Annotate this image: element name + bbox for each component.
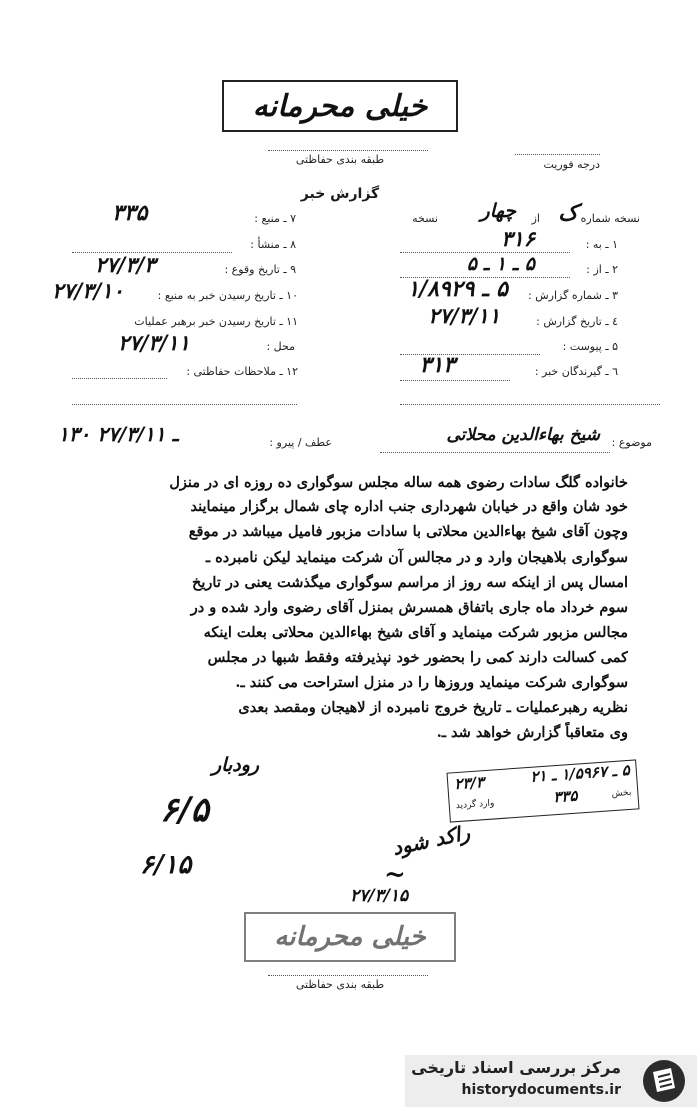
- reference-label: عطف / پیرو :: [269, 436, 332, 449]
- source-label: ۷ ـ منبع :: [254, 212, 296, 225]
- source-receipt-value: ۲۷/۳/۱۰: [52, 278, 124, 303]
- bottom-classification-stamp: [244, 912, 456, 962]
- body-line: مجالس مزبور شرکت مینماید و آقای شیخ بهاءالدین محلاتی بعلت اینکه: [203, 624, 628, 641]
- archive-note: راکد شود: [390, 820, 472, 860]
- report-date-value: ۲۷/۳/۱۱: [428, 303, 500, 328]
- source-value: ۳۳۵: [112, 200, 148, 226]
- to-label: ۱ ـ به :: [585, 238, 618, 251]
- report-number-label: ۳ ـ شماره گزارش :: [528, 289, 618, 302]
- watermark-url: historydocuments.ir: [461, 1082, 621, 1098]
- body-line: خود شان واقع در خیابان شهرداری جنب اداره چای شمال برگزار مینمایند: [190, 498, 628, 515]
- margin-note-2: ۶/۱۵: [140, 850, 192, 880]
- attachment-label: ۵ ـ پیوست :: [562, 340, 618, 353]
- watermark-logo-icon: [641, 1058, 687, 1104]
- security-notes-label: ۱۲ ـ ملاحظات حفاظتی :: [186, 365, 298, 378]
- archive-date: ۲۷/۳/۱۵: [350, 886, 409, 906]
- occurrence-date-label: ۹ ـ تاریخ وقوع :: [224, 263, 296, 276]
- from-label: ۲ ـ از :: [586, 263, 618, 276]
- urgency-label: درجه فوریت: [543, 158, 600, 171]
- body-line: کمی کسالت دارند کمی را بحضور خود نپذیرفته وفقط شبها در مجلس: [207, 649, 628, 666]
- subject-value: شیخ بهاءالدین محلاتی: [446, 425, 600, 445]
- copy-suffix: نسخه: [412, 212, 438, 225]
- bottom-classification-stamp-text: خیلی محرمانه: [274, 922, 426, 952]
- receivers-value: ۳۱۳: [419, 352, 455, 378]
- received-stamp-label: وارد گردید: [455, 798, 495, 812]
- copy-number-label: نسخه شماره: [580, 212, 640, 225]
- subject-label: موضوع :: [611, 436, 652, 449]
- watermark: [405, 1055, 697, 1107]
- report-date-label: ٤ ـ تاریخ گزارش :: [536, 315, 618, 328]
- body-line: امسال پس از اینکه سه روز از مراسم سوگواری میگذشت یعنی در تاریخ: [192, 574, 628, 591]
- top-classification-stamp: [222, 80, 458, 132]
- top-classification-label: طبقه بندی حفاظتی: [295, 153, 385, 166]
- from-value: ۵ ـ ۱ ـ ۵: [466, 253, 535, 275]
- received-stamp: [446, 759, 639, 822]
- place-name-note: رودبار: [212, 754, 260, 776]
- subject-rule: [380, 452, 610, 453]
- body-line: سوم خرداد ماه جاری باتفاق همسرش بمنزل آقای رضوی وارد شده و در: [190, 599, 628, 616]
- archive-signature: ~: [384, 860, 406, 890]
- copy-of-label: از: [531, 212, 540, 225]
- reference-value: ۱۳۰ ـ ۲۷/۳/۱۱: [58, 422, 179, 446]
- origin-label: ۸ ـ منشأ :: [250, 238, 296, 251]
- bottom-classification-rule: [268, 975, 428, 976]
- receivers-rule: [400, 380, 510, 381]
- security-notes-rule: [72, 378, 167, 379]
- place-label: محل :: [266, 340, 295, 353]
- received-stamp-number: ۵ ـ ۱/۵۹۶۷ ـ ۲۱: [529, 760, 631, 786]
- to-value: ۳۱۶: [501, 226, 535, 251]
- ops-receipt-label: ۱۱ ـ تاریخ رسیدن خبر برهبر عملیات: [134, 315, 298, 328]
- body-line: وچون آقای شیخ بهاءالدین محلاتی با سادات مزبور فامیل میباشد در موقع: [188, 523, 628, 540]
- receivers-label: ٦ ـ گیرندگان خبر :: [534, 365, 618, 378]
- ops-receipt-value: ۲۷/۳/۱۱: [118, 330, 190, 355]
- body-line: وی متعاقباً گزارش خواهد شد ـ.: [436, 724, 628, 741]
- body-line: نظریه رهبرعملیات ـ تاریخ خروج نامبرده از لاهیجان ومقصد بعدی: [238, 699, 628, 716]
- bottom-classification-label: طبقه بندی حفاظتی: [295, 978, 385, 991]
- urgency-rule: [515, 154, 600, 155]
- occurrence-date-value: ۲۷/۳/۳: [95, 252, 156, 277]
- source-receipt-label: ۱۰ ـ تاریخ رسیدن خبر به منبع :: [157, 289, 298, 302]
- copy-number-value: ک: [558, 200, 578, 226]
- body-line: خانواده گلگ سادات رضوی همه ساله مجلس سوگواری ده روزه ای در منزل: [169, 474, 628, 491]
- left-blank-rule: [72, 404, 297, 405]
- right-blank-rule: [400, 404, 660, 405]
- watermark-name: مرکز بررسی اسناد تاریخی: [411, 1058, 621, 1077]
- report-title: گزارش خبر: [300, 186, 380, 202]
- top-classification-rule: [268, 150, 428, 151]
- received-stamp-dept: بخش: [611, 787, 632, 800]
- body-line: سوگواری بلاهیجان وارد و در مجالس آن شرکت مینماید لیکن نامبرده ـ: [205, 549, 628, 566]
- copy-of-value: چهار: [480, 200, 516, 222]
- received-stamp-dept-code: ۳۳۵: [552, 786, 579, 807]
- top-classification-stamp-text: خیلی محرمانه: [252, 88, 428, 124]
- received-stamp-date: ۲۳/۳: [453, 773, 485, 794]
- report-number-value: ۵ ـ ۱/۸۹۲۹: [407, 276, 508, 302]
- body-line: سوگواری شرکت مینماید وروزها را در منزل استراحت می کنند ـ.: [235, 674, 628, 691]
- margin-note-1: ۶/۵: [160, 790, 209, 830]
